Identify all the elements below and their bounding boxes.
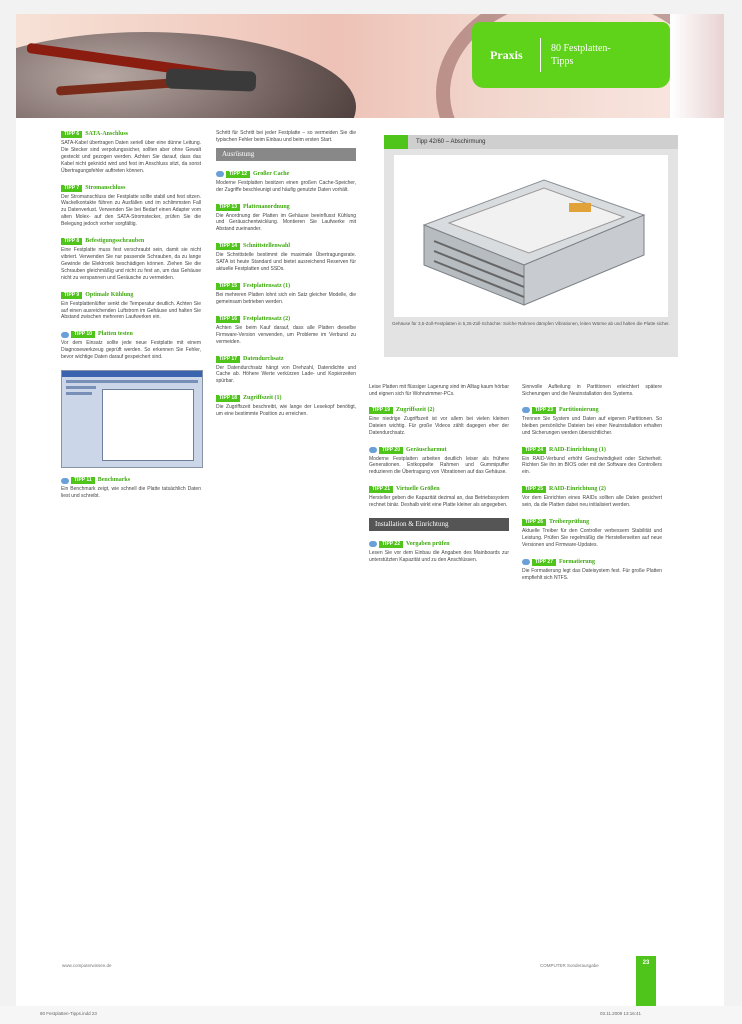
tip-number-tag: TIPP 23: [532, 407, 556, 414]
tip-heading: [369, 446, 509, 455]
tip-item: [522, 558, 662, 582]
tip-item: [369, 446, 509, 477]
article-title-line2: Tipps: [551, 56, 574, 67]
tip-heading: [522, 485, 662, 494]
tip-body-text: Achten Sie beim Kauf darauf, dass alle Platten dieselbe Firmware-Version verwenden, um Probleme im Verbund zu vermeiden.: [216, 324, 356, 345]
print-slug: [0, 1006, 742, 1024]
tip-heading: [522, 518, 662, 527]
tip-number-tag: TIPP 8: [61, 238, 82, 245]
section-bar-installation: Installation & Einrichtung: [369, 518, 509, 531]
figure-label: Tipp 42/60 – Abschirmung: [416, 139, 486, 145]
section-label: Praxis: [490, 47, 523, 62]
tip-heading: [61, 130, 201, 139]
speech-bubble-icon: [61, 332, 69, 338]
header-edge: [670, 14, 724, 118]
tip-number-tag: TIPP 24: [522, 447, 546, 454]
tip-item: [61, 476, 201, 500]
tip-title: Benchmarks: [97, 477, 131, 484]
tip-number-tag: TIPP 13: [216, 204, 240, 211]
tip-item: [216, 203, 356, 234]
tip-title: RAID-Einrichtung (1): [548, 446, 606, 453]
tip-heading: [61, 291, 201, 300]
tip-body-text: Ein RAID-Verbund erhöht Geschwindigkeit oder Sicherheit. Richten Sie ihn im BIOS oder mit der Software des Controllers ein.: [522, 455, 662, 476]
tip-heading: [216, 170, 356, 179]
tip-heading: [61, 476, 201, 485]
tip-item: [216, 355, 356, 386]
tip-title: Befestigungsschrauben: [85, 238, 145, 245]
tip-number-tag: TIPP 16: [216, 316, 240, 323]
tip-item: [369, 406, 509, 437]
print-slug-file: 80 Festplatten-Tipps.indd 23: [40, 1011, 97, 1016]
tip-body-text: Hersteller geben die Kapazität dezimal an, das Betriebssystem rechnet binär. Deshalb wirkt eine Platte kleiner als angegeben.: [369, 495, 509, 509]
tip-heading: [61, 184, 201, 193]
tip-title: RAID-Einrichtung (2): [548, 486, 606, 493]
speech-bubble-icon: [369, 447, 377, 453]
tip-item: [216, 315, 356, 346]
tip-title: Stromanschluss: [85, 184, 126, 191]
tip-body-text: Der Datendurchsatz hängt von Drehzahl, Datendichte und Cache ab. Höhere Werte verkürzen Lade- und Kopierzeiten spürbar.: [216, 364, 356, 385]
tip-body-text: Die Formatierung legt das Dateisystem fest. Für große Platten empfiehlt sich NTFS.: [522, 567, 662, 581]
tip-body-text: Aktuelle Treiber für den Controller verbessern Stabilität und Leistung. Prüfen Sie regelmäßig die Herstellerseiten auf neue Versionen und Firmware-Updates.: [522, 528, 662, 548]
column-2: [216, 130, 356, 427]
tip-title: Zugriffszeit (1): [242, 395, 282, 402]
tip-title: Platten testen: [97, 331, 133, 338]
tip-body-text: Moderne Festplatten besitzen einen großen Cache-Speicher, der Zugriffe beschleunigt und häufig genutzte Daten vorhält.: [216, 179, 356, 193]
tip-body-text: SATA-Kabel übertragen Daten seriell über eine dünne Leitung. Die Stecker sind verpolungssicher, sollten aber ohne Gewalt gesteckt und gezogen werden. Achten Sie darauf, dass das Kabel nicht geknickt wird und fest im Anschluss sitzt, da sonst Übertragungsfehler auftreten können.: [61, 140, 201, 174]
tip-heading: [522, 446, 662, 455]
tip-title: SATA-Anschluss: [85, 131, 128, 137]
column-1: [61, 130, 201, 509]
tip-body-text: Vor dem Einsatz sollte jede neue Festplatte mit einem Diagnosewerkzeug geprüft werden. So erkennen Sie Fehler, bevor wichtige Daten darauf gespeichert sind.: [61, 340, 201, 361]
tip-body-text: Lesen Sie vor dem Einbau die Angaben des Mainboards zur unterstützten Kapazität und zu den Anschlüssen.: [369, 549, 509, 563]
tip-title: Vorgaben prüfen: [405, 540, 450, 547]
tip-body-text: Die Schnittstelle bestimmt die maximale Übertragungsrate. SATA ist heute Standard und bietet ausreichend Reserven für aktuelle Festplatten und SSDs.: [216, 252, 356, 273]
benchmark-screenshot: [61, 370, 203, 468]
tip-heading: [522, 558, 662, 567]
footer-website: www.computerwissen.de: [62, 963, 112, 968]
magazine-page: [16, 14, 724, 1006]
tip-item: [369, 540, 509, 564]
tip-heading: [216, 315, 356, 324]
column-3-intro: Leise Platten mit flüssiger Lagerung sind im Alltag kaum hörbar und eignen sich für Wohnzimmer-PCs.: [369, 384, 509, 397]
tip-body-text: Bei mehreren Platten lohnt sich ein Satz gleicher Modelle, die gemeinsam betrieben werden.: [216, 291, 356, 305]
tip-number-tag: TIPP 6: [61, 131, 82, 138]
tip-item: [61, 184, 201, 229]
article-title: [551, 42, 611, 68]
tip-item: [522, 518, 662, 549]
print-slug-date: 03.11.2009 13:16:41: [600, 1011, 641, 1016]
tip-number-tag: TIPP 9: [61, 292, 82, 299]
tip-number-tag: TIPP 27: [532, 559, 556, 566]
tip-item: [61, 130, 201, 175]
tip-heading: [369, 485, 509, 494]
figure-header: [384, 135, 678, 149]
column-4-intro: Sinnvolle Aufteilung in Partitionen erleichtert spätere Sicherungen und die Neuinstallation des Systems.: [522, 384, 662, 397]
section-bar-ausruestung: Ausrüstung: [216, 148, 356, 161]
tip-body-text: Die Anordnung der Platten im Gehäuse beeinflusst Kühlung und Geräuschentwicklung. Montieren Sie Laufwerke mit Abstand zueinander.: [216, 212, 356, 233]
tip-body-text: Vor dem Einrichten eines RAIDs sollten alle Daten gesichert sein, da die Platten dabei neu initialisiert werden.: [522, 495, 662, 509]
tip-item: [522, 485, 662, 509]
hdd-frame-illustration: [394, 155, 668, 317]
tip-title: Formatierung: [558, 558, 595, 565]
tip-number-tag: TIPP 12: [226, 171, 250, 178]
tip-heading: [216, 203, 356, 212]
tip-number-tag: TIPP 18: [216, 395, 240, 402]
tip-title: Geräuscharmut: [405, 446, 447, 453]
tip-number-tag: TIPP 22: [379, 541, 403, 548]
tip-heading: [369, 406, 509, 415]
tip-body-text: Trennen Sie System und Daten auf eigenen Partitionen. So bleiben persönliche Dateien bei einer Neuinstallation erhalten und Sicherungen werden übersichtlicher.: [522, 415, 662, 436]
tip-item: [216, 394, 356, 418]
footer-publication: COMPUTER Sonderausgabe: [540, 963, 599, 968]
tip-title: Schnittstellenwahl: [242, 243, 290, 250]
section-header-box: [472, 22, 670, 88]
tip-title: Festplattensatz (2): [242, 315, 291, 322]
tip-body-text: Eine Festplatte muss fest verschraubt sein, damit sie nicht vibriert. Verwenden Sie nur passende Schrauben, da zu lange Gewinde die Elektronik beschädigen können. Ziehen Sie die Schrauben gleichmäßig und nicht zu fest an, um das Gehäuse nicht zu verspannen und Geräusche zu vermeiden.: [61, 247, 201, 281]
tip-heading: [216, 394, 356, 403]
tip-heading: [369, 540, 509, 549]
tip-number-tag: TIPP 26: [522, 519, 546, 526]
tip-heading: [61, 237, 201, 246]
tip-body-text: Die Zugriffszeit beschreibt, wie lange der Lesekopf benötigt, um eine bestimmte Position zu erreichen.: [216, 404, 356, 418]
tip-number-tag: TIPP 20: [379, 447, 403, 454]
tip-title: Optimale Kühlung: [85, 291, 134, 298]
figure-caption: Gehäuse für 3,5-Zoll-Festplatten in 5,25-Zoll-Schächte: Solche Rahmen dämpfen Vibrationen, leiten Wärme ab und halten die Platte sicher.: [392, 321, 670, 326]
tip-number-tag: TIPP 19: [369, 407, 393, 414]
speech-bubble-icon: [61, 478, 69, 484]
column-2-intro: Schritt für Schritt bei jeder Festplatte – so vermeiden Sie die typischen Fehler beim Einbau und beim ersten Start.: [216, 130, 356, 143]
speech-bubble-icon: [522, 407, 530, 413]
tip-item: [216, 282, 356, 306]
tip-item: [216, 170, 356, 194]
tip-body-text: Eine niedrige Zugriffszeit ist vor allem bei vielen kleinen Dateien wichtig. Für große Videos zählt dagegen eher der Datendurchsatz.: [369, 415, 509, 436]
tip-body-text: Moderne Festplatten arbeiten deutlich leiser als frühere Generationen. Entkoppelte Rahmen und Gummipuffer reduzieren die Übertragung von Vibrationen auf das Gehäuse.: [369, 455, 509, 476]
tip-title: Großer Cache: [252, 170, 290, 177]
article-title-line1: 80 Festplatten-: [551, 43, 611, 54]
tip-heading: [216, 282, 356, 291]
page-number: 23: [636, 956, 656, 1006]
tip-number-tag: TIPP 7: [61, 185, 82, 192]
tip-body-text: Ein Benchmark zeigt, wie schnell die Platte tatsächlich Daten liest und schreibt.: [61, 486, 201, 499]
tip-item: [61, 330, 201, 361]
tip-item: [522, 406, 662, 437]
speech-bubble-icon: [522, 559, 530, 565]
figure-tag: [384, 135, 408, 149]
column-3: [369, 384, 509, 573]
tip-item: [61, 291, 201, 322]
tip-item: [216, 242, 356, 273]
tip-title: Datendurchsatz: [242, 355, 284, 362]
tip-body-text: Der Stromanschluss der Festplatte sollte stabil und fest sitzen. Wackelkontakte führen zu Ausfällen und im schlimmsten Fall zu Datenverlust. Verwenden Sie bei Bedarf einen Adapter vom alten Molex- auf den SATA-Stromstecker, prüfen Sie die Belegung jedoch vorher sorgfältig.: [61, 193, 201, 228]
tip-number-tag: TIPP 25: [522, 486, 546, 493]
tip-number-tag: TIPP 10: [71, 331, 95, 338]
speech-bubble-icon: [369, 541, 377, 547]
hdd-frame-figure: [384, 135, 678, 357]
tip-number-tag: TIPP 17: [216, 356, 240, 363]
tip-heading: [216, 355, 356, 364]
tip-number-tag: TIPP 21: [369, 486, 393, 493]
tip-heading: [522, 406, 662, 415]
hdd-frame-photo: [394, 155, 668, 317]
tip-body-text: Ein Festplattenlüfter senkt die Temperatur deutlich. Achten Sie auf einen ausreichenden Luftstrom im Gehäuse und halten Sie Abstand zwischen mehreren Laufwerken ein.: [61, 300, 201, 321]
header-divider: [540, 38, 541, 72]
tip-title: Festplattensatz (1): [242, 282, 291, 289]
speech-bubble-icon: [216, 171, 224, 177]
hero-photo: [16, 14, 724, 118]
tip-heading: [216, 242, 356, 251]
tip-item: [522, 446, 662, 477]
tip-title: Partitionierung: [558, 406, 599, 413]
tip-title: Plattenanordnung: [242, 203, 290, 210]
actuator-image: [166, 68, 257, 91]
tip-title: Zugriffszeit (2): [395, 406, 435, 413]
tip-item: [369, 485, 509, 509]
tip-title: Virtuelle Größen: [395, 486, 440, 493]
tip-title: Treiberprüfung: [548, 519, 590, 526]
tip-number-tag: TIPP 11: [71, 477, 95, 484]
tip-heading: [61, 330, 201, 339]
tip-number-tag: TIPP 15: [216, 283, 240, 290]
column-4: [522, 384, 662, 591]
tip-item: [61, 237, 201, 282]
tip-number-tag: TIPP 14: [216, 243, 240, 250]
